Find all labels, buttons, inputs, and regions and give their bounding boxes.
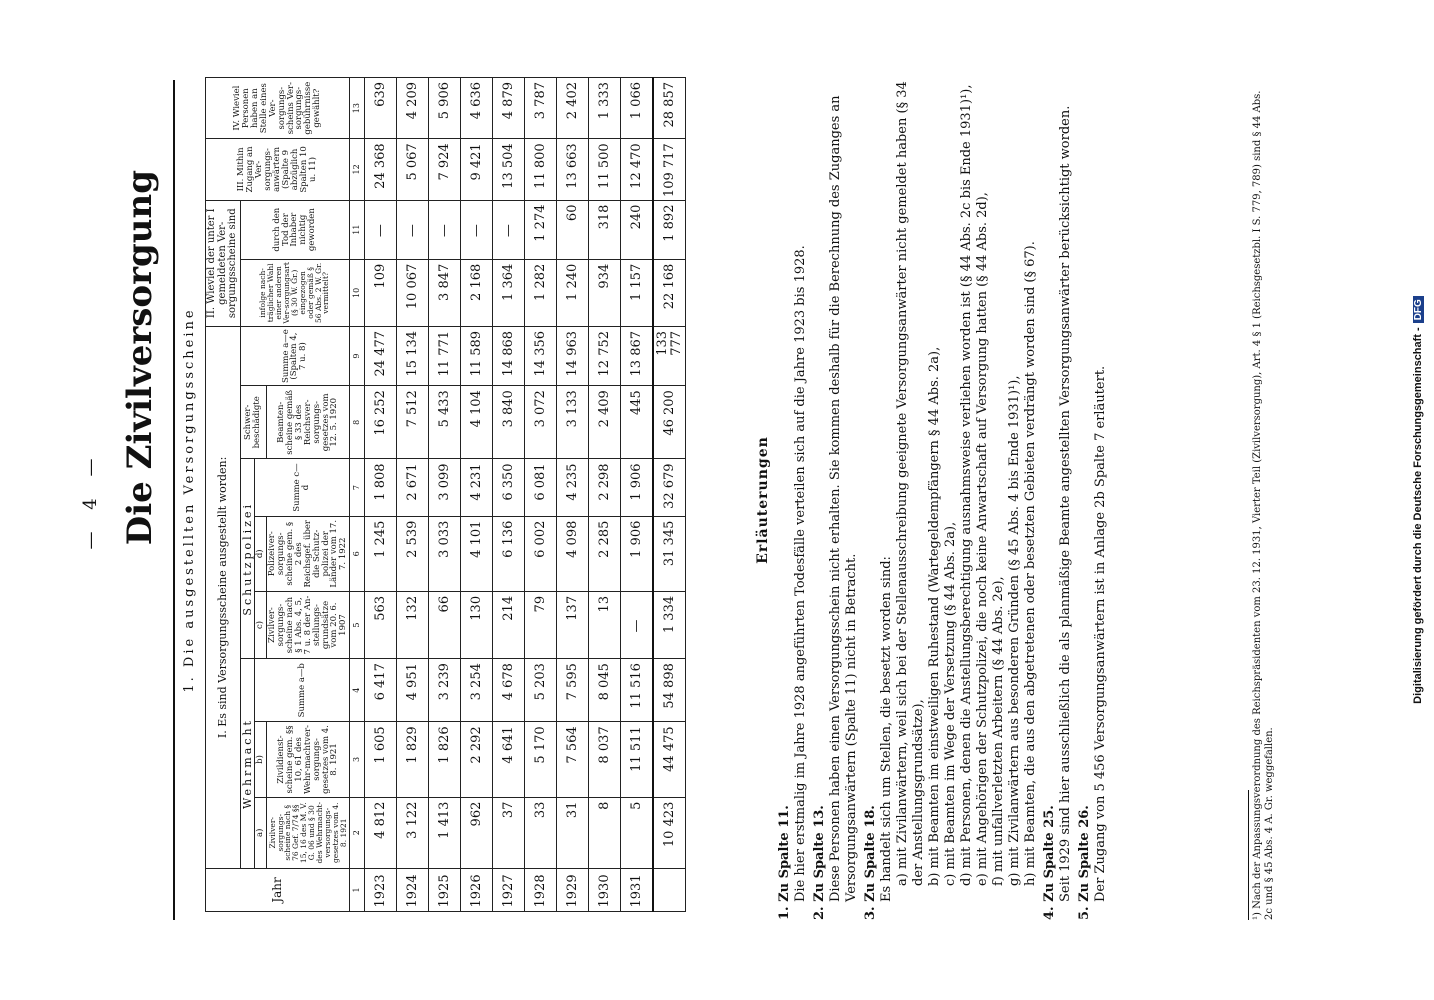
note-3-f: f) mit unfallverletzten Arbeitern (§ 44 Abs. 2e), [991,576,1006,886]
year-cell: 1927 [493,868,525,911]
table-row [365,78,397,912]
column-number: 13 [350,78,365,139]
table-cell: 137 [557,591,589,658]
column-number: 6 [350,516,365,591]
total-cell: 1 892 [653,200,686,259]
header-col12: III. Mithin Zugang an Ver-sorgungs-anwärtern (Spalte 9 abzüglich Spalten 10 u. 11) [206,139,350,200]
table-cell: 9 421 [461,139,493,200]
table-cell: 4 636 [461,78,493,139]
table-cell: 3 133 [557,386,589,459]
table-cell: 31 [557,797,589,868]
table-cell: 15 134 [397,326,429,385]
table-cell: 7 924 [429,139,461,200]
page-title: Die Zivilversorgung [120,170,160,546]
note-2-text: Diese Personen haben einen Versorgungsschein nicht erhalten. Sie kommen deshalb für die Berechnung des Zuganges an Versorgungsanwärtern (Spalte 11) nicht in Betracht. [828,95,859,902]
table-cell: 318 [589,200,621,259]
table-cell: 4 235 [557,459,589,516]
table-cell: 8 045 [589,659,621,722]
total-cell: 1 334 [653,591,686,658]
table-cell: 4 879 [493,78,525,139]
table-row [493,78,525,912]
table-cell: 13 504 [493,139,525,200]
table-cell: 6 081 [525,459,557,516]
table-cell: 6 002 [525,516,557,591]
table-cell: 934 [589,259,621,326]
table-cell: 13 867 [621,326,654,385]
table-cell: — [365,200,397,259]
total-cell: 44 475 [653,722,686,797]
total-cell: 10 423 [653,797,686,868]
column-number: 3 [350,722,365,797]
table-cell: 11 500 [589,139,621,200]
header-schwerbeschaedigte: Schwer-beschädigte [240,386,266,459]
header-col9: Summe a—e (Spalten 4, 7 u. 8) [240,326,350,385]
header-col4: Summe a—b [255,659,350,722]
note-3-e: e) mit Angehörigen der Schutzpolizei, die noch keine Anwartschaft auf Versorgung hatten (§ 44 Abs. 2d), [975,192,990,886]
table-cell: 3 787 [525,78,557,139]
table-cell: 11 800 [525,139,557,200]
table-row [461,78,493,912]
table-cell: — [429,200,461,259]
table-row [429,78,461,912]
table-cell: 16 252 [365,386,397,459]
column-number: 9 [350,326,365,385]
table-cell: 3 072 [525,386,557,459]
note-1-label: 1. Zu Spalte 11. [777,805,792,920]
table-cell: 11 589 [461,326,493,385]
table-cell: 3 033 [429,516,461,591]
table-cell: 6 350 [493,459,525,516]
table-row [397,78,429,912]
table-cell: 10 067 [397,259,429,326]
table-cell: 14 963 [557,326,589,385]
table-cell: 1 808 [365,459,397,516]
table-cell: 12 752 [589,326,621,385]
year-cell: 1926 [461,868,493,911]
table-cell: 7 564 [557,722,589,797]
table-cell: 66 [429,591,461,658]
footnote: ¹) Nach der Anpassungsverordnung des Reichspräsidenten vom 23. 12. 1931, Vierter Teil (Zivilversorgung), Art. 4 § 1 (Reichsgesetzbl. I S. 779, 789) sind § 44 Abs. 2c und § 45 Abs. 4 A. Gr. weggefallen. [1252,90,1275,920]
header-col8: Beamten-scheine gemäß § 33 des Reichsver-sorgungs-gesetzes vom 12. 5. 1920 [266,386,349,459]
table-cell: 5 433 [429,386,461,459]
table-cell: 4 104 [461,386,493,459]
notes-section [755,80,1109,920]
table-cell: 3 099 [429,459,461,516]
year-cell: 1929 [557,868,589,911]
table-cell: 1 333 [589,78,621,139]
table-cell: 214 [493,591,525,658]
table-cell: 24 368 [365,139,397,200]
note-1-text: Die hier erstmalig im Jahre 1928 angeführten Todesfälle verteilen sich auf die Jahre 1923 bis 1928. [793,245,808,902]
table-cell: 109 [365,259,397,326]
table-row [589,78,621,912]
table-cell: 3 840 [493,386,525,459]
table-cell: 4 812 [365,797,397,868]
table-cell: 11 771 [429,326,461,385]
table-cell: 5 906 [429,78,461,139]
total-cell: 28 857 [653,78,686,139]
column-number: 8 [350,386,365,459]
note-3-c: c) mit Beamten im Wege der Versetzung (§ 44 Abs. 2a), [943,521,958,886]
table-cell: 4 209 [397,78,429,139]
total-cell: 46 200 [653,386,686,459]
table-cell: 1 826 [429,722,461,797]
note-1 [777,80,809,920]
table-cell: 2 409 [589,386,621,459]
note-3-a: a) mit Zivilanwärtern, weil sich bei der Stellenausschreibung geeignete Versorgungsanwärter nicht gemeldet haben (§ 34 der Anstellungsgrundsätze), [895,81,926,886]
table-cell: 3 239 [429,659,461,722]
header-col6: Polizeiver-sorgungs-scheine gem. § 2 des Reichsgef. über die Schutz-polizei der Länder vom 17. 7. 1922 [266,516,349,591]
table-cell: 8 037 [589,722,621,797]
table-row [557,78,589,912]
table-cell: 4 101 [461,516,493,591]
header-col2: Zivilver-sorgungs-scheine nach § 76 Gef. 7/74 §§ 15, 16 des M. V. G. 06 und § 30 des Wehrmacht-versorgungs-gesetzes vom 4. 8. 1921 [266,797,349,868]
table-cell: 130 [461,591,493,658]
table-cell: 1 906 [621,459,654,516]
total-cell: 54 898 [653,659,686,722]
column-number: 12 [350,139,365,200]
total-cell: 32 679 [653,459,686,516]
note-3-h: h) mit Beamten, die aus den abgetretenen oder besetzten Gebieten verdrängt worden sind (§ 67). [1023,241,1038,886]
table-cell: 1 282 [525,259,557,326]
notes-heading: Erläuterungen [755,436,771,564]
totals-row [653,78,686,912]
note-2-label: 2. Zu Spalte 13. [812,805,827,920]
note-5-label: 5. Zu Spalte 26. [1077,805,1092,920]
header-d: d) [255,516,267,591]
table-cell: 2 402 [557,78,589,139]
table-cell: 33 [525,797,557,868]
header-col7: Summe c—d [255,459,350,516]
column-number: 5 [350,591,365,658]
title-rule [173,80,175,920]
table-cell: 79 [525,591,557,658]
note-2 [812,80,860,920]
table-cell: 4 678 [493,659,525,722]
digitization-text: Digitalisierung gefördert durch die Deutsche Forschungsgemeinschaft - [1412,327,1424,704]
table-cell: 5 203 [525,659,557,722]
table-cell: 5 [621,797,654,868]
table-row [525,78,557,912]
header-schutzpolizei: Schutzpolizei [240,459,255,659]
column-number: 1 [350,868,365,911]
note-5 [1077,80,1109,920]
table-cell: 37 [493,797,525,868]
header-wehrmacht: Wehrmacht [240,659,255,869]
header-group-1: I. Es sind Versorgungsscheine ausgestellt worden: [206,326,241,868]
note-3-g: g) mit Zivilanwärtern aus besonderen Gründen (§ 45 Abs. 4 bis Ende 1931)¹), [1007,375,1022,886]
year-cell: 1930 [589,868,621,911]
year-cell: 1925 [429,868,461,911]
table-cell: 2 292 [461,722,493,797]
total-cell: 22 168 [653,259,686,326]
section-title: 1. Die ausgestellten Versorgungsscheine [182,307,197,693]
note-5-text: Der Zugang von 5 456 Versorgungsanwärtern ist in Anlage 2b Spalte 7 erläutert. [1093,365,1108,902]
table-cell: 3 122 [397,797,429,868]
note-4-label: 4. Zu Spalte 25. [1042,805,1057,920]
table-cell: — [493,200,525,259]
table-cell: 639 [365,78,397,139]
column-number: 10 [350,259,365,326]
column-number: 4 [350,659,365,722]
statistics-table [205,77,686,912]
page-number: — 4 — [80,450,101,550]
table-cell: 8 [589,797,621,868]
table-cell: — [397,200,429,259]
table-cell: 13 663 [557,139,589,200]
header-col3: Zivildienst-scheine gem. §§ 10, 61 des Wehr-machtver-sorgungs-gesetzes vom 4. 8. 1921 [266,722,349,797]
total-cell: 109 717 [653,139,686,200]
column-number: 7 [350,459,365,516]
table-cell: 2 539 [397,516,429,591]
note-3 [863,80,1039,920]
table-cell: — [621,591,654,658]
column-number-row [350,78,365,912]
table-cell: 4 641 [493,722,525,797]
table-cell: 240 [621,200,654,259]
table-cell: 445 [621,386,654,459]
table-cell: 60 [557,200,589,259]
header-year: Jahr [206,868,350,911]
table-body [365,78,686,912]
table-cell: 962 [461,797,493,868]
table-cell: 1 240 [557,259,589,326]
header-col10: infolge nach-träglicher Wahl einer anderen Ver-sorgungsart (§ 30 W. Gr.) eingezogen oder gemäß § 56 Abs. 2 W. Gr. vermittelt? [240,259,350,326]
note-3-text: Es handelt sich um Stellen, die besetzt worden sind: [879,556,894,902]
note-3-label: 3. Zu Spalte 18. [863,805,878,920]
note-3-d: d) mit Personen, denen die Anstellungsberechtigung ausnahmsweise verliehen worden ist (§ 44 Abs. 2c bis Ende 1931)¹), [959,84,974,886]
year-cell: 1924 [397,868,429,911]
table-cell: 6 417 [365,659,397,722]
table-cell: 6 136 [493,516,525,591]
table-cell: 1 364 [493,259,525,326]
table-cell: 1 157 [621,259,654,326]
table-cell: 5 067 [397,139,429,200]
table-cell: 5 170 [525,722,557,797]
note-4 [1042,80,1074,920]
table-cell: 1 829 [397,722,429,797]
table-cell: 2 671 [397,459,429,516]
table-cell: 4 098 [557,516,589,591]
dfg-logo: DFG [1413,296,1424,323]
note-3-b: b) mit Beamten im einstweiligen Ruhestand (Wartegeldempfängern § 44 Abs. 2a), [927,346,942,886]
table-row [621,78,654,912]
total-cell: 133 777 [653,326,686,385]
table-cell: 3 847 [429,259,461,326]
table-cell: 13 [589,591,621,658]
table-cell: 1 245 [365,516,397,591]
table-cell: — [461,200,493,259]
column-number: 2 [350,797,365,868]
digitization-caption [1412,20,1424,980]
table-cell: 11 511 [621,722,654,797]
table-cell: 7 512 [397,386,429,459]
table-cell: 563 [365,591,397,658]
year-cell: 1931 [621,868,654,911]
table-cell: 7 595 [557,659,589,722]
header-a: a) [255,797,267,868]
table-cell: 1 274 [525,200,557,259]
table-cell: 1 066 [621,78,654,139]
table-cell: 11 516 [621,659,654,722]
table-cell: 2 285 [589,516,621,591]
header-col11: durch den Tod der Inhaber nichtig geworden [240,200,350,259]
table-cell: 4 231 [461,459,493,516]
header-col13: IV. Wieviel Personen haben an Stelle eines Ver-sorgungs-scheins Ver-sorgungs-gebührnisse gewählt? [206,78,350,139]
year-cell: 1923 [365,868,397,911]
table-cell: 1 605 [365,722,397,797]
column-number: 11 [350,200,365,259]
header-b: b) [255,722,267,797]
note-4-text: Seit 1929 sind hier ausschließlich die als planmäßige Beamte angestellten Versorgungsanwärter berücksichtigt worden. [1058,105,1073,902]
table-cell: 3 254 [461,659,493,722]
table-cell: 2 298 [589,459,621,516]
header-c: c) [255,591,267,658]
table-cell: 14 868 [493,326,525,385]
table-cell: 4 951 [397,659,429,722]
table-cell: 132 [397,591,429,658]
header-col5: Zivilver-sorgungs-scheine nach § 1 Abs. 4, 5, 7 u. 8 der An-stellungs-grundsätze vom 20. 6. 1907 [266,591,349,658]
table-cell: 1 906 [621,516,654,591]
footnote-rule [1248,790,1249,920]
table-cell: 14 356 [525,326,557,385]
year-cell: 1928 [525,868,557,911]
header-group-2: II. Wieviel der unter I gemeldeten Ver-sorgungsscheine sind [206,200,241,326]
table-cell: 2 168 [461,259,493,326]
table-cell: 12 470 [621,139,654,200]
total-cell [653,868,686,911]
table-cell: 1 413 [429,797,461,868]
table-cell: 24 477 [365,326,397,385]
total-cell: 31 345 [653,516,686,591]
